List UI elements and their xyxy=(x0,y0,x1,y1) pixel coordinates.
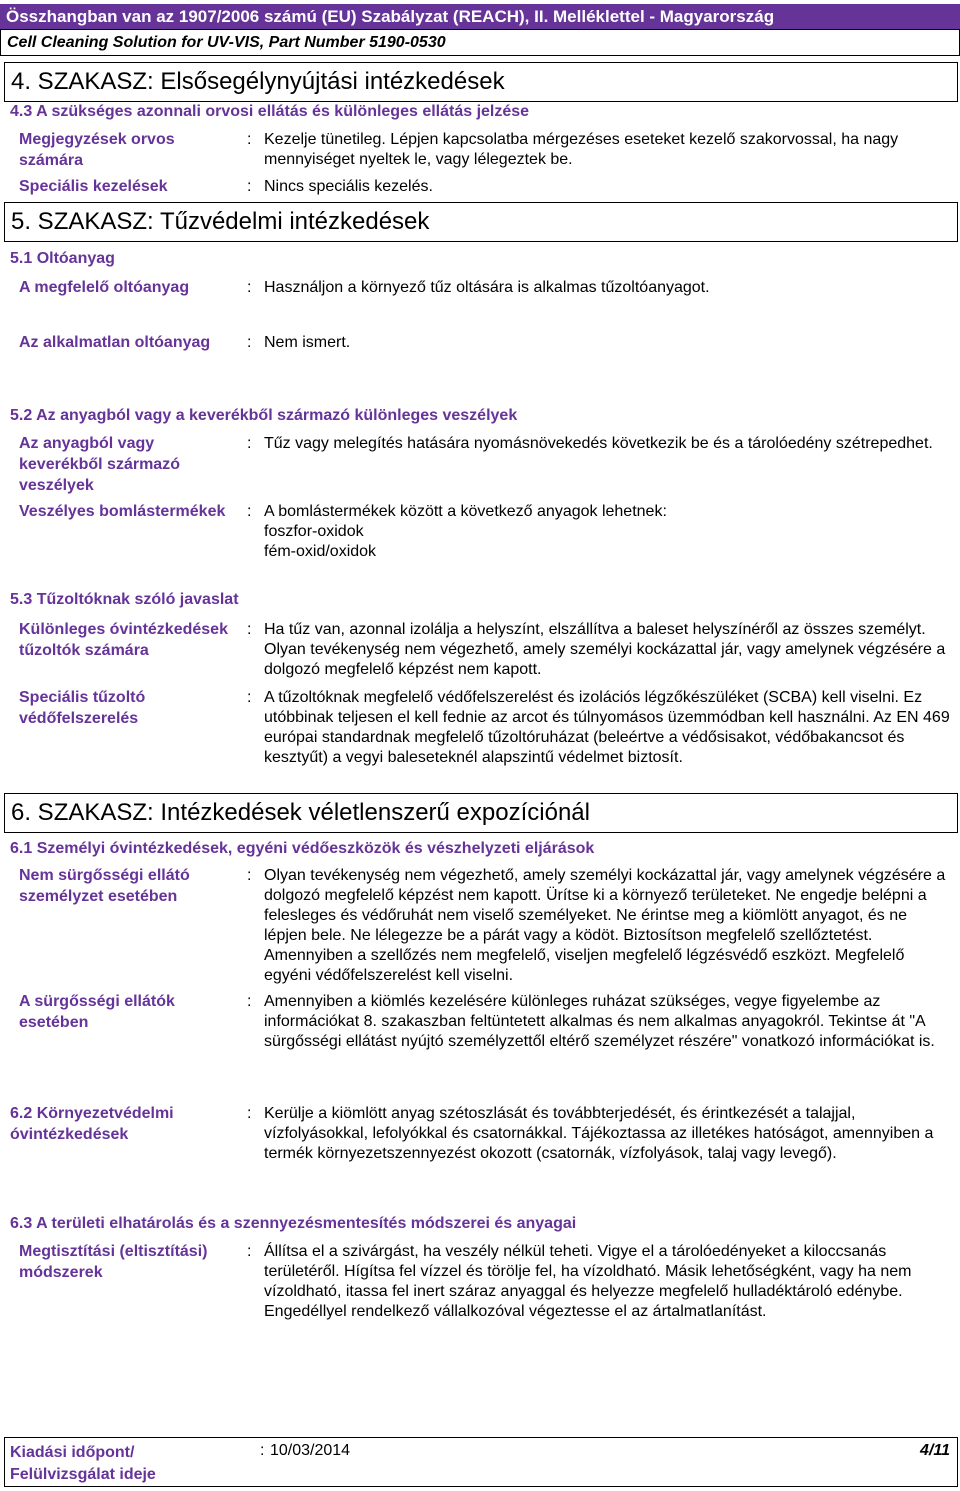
revision-date: 10/03/2014 xyxy=(270,1442,351,1459)
document-header-title: Összhangban van az 1907/2006 számú (EU) Szabályzat (REACH), II. Melléklettel - Magyarország xyxy=(0,4,960,29)
row-label: Speciális kezelések xyxy=(19,178,168,195)
row-label: A sürgősségi ellátók esetében xyxy=(19,993,175,1031)
row-value: A bomlástermékek között a következő anyagok lehetnek: foszfor-oxidok fém-oxid/oxidok xyxy=(264,503,667,560)
row-value: Nincs speciális kezelés. xyxy=(264,178,433,195)
row-value: Amennyiben a kiömlés kezelésére különleges ruházat szükséges, vegye figyelembe az információkat 8. szakaszban feltüntetett alkalmas és nem alkalmas anyagokról. Tekintse át "A sürgősségi ellátást nyújtó személyzettől eltérő személyzet részére" vonatkozó információkat is. xyxy=(264,993,935,1050)
section-4-title: 4. SZAKASZ: Elsősegélynyújtási intézkedések xyxy=(4,62,958,102)
row-value: Tűz vagy melegítés hatására nyomásnövekedés következik be és a tárolóedény szétrepedhet. xyxy=(264,435,933,452)
row-value: A tűzoltóknak megfelelő védőfelszerelést és izolációs légzőkészüléket (SCBA) kell viselni. Ez utóbbinak teljesen el kell fednie az arcot és túlnyomásos üzemmódban kell használni. Az EN 469 európai standardnak megfelelő tűzoltóruházat (beleértve a védősisakot, védőbakancsot és kesztyűt) a vegyi baleseteknél alapszintű védelmet biztosít. xyxy=(264,689,950,766)
section-5-title: 5. SZAKASZ: Tűzvédelmi intézkedések xyxy=(4,202,958,242)
row-label: A megfelelő oltóanyag xyxy=(19,279,190,296)
page-number: 4/11 xyxy=(920,1442,950,1459)
row-label: Különleges óvintézkedések tűzoltók számára xyxy=(19,621,228,659)
row-label: Veszélyes bomlástermékek xyxy=(19,503,226,520)
subsection-6-1-title: 6.1 Személyi óvintézkedések, egyéni védőeszközök és vészhelyzeti eljárások xyxy=(10,840,595,857)
row-label: 6.2 Környezetvédelmi óvintézkedések xyxy=(10,1105,174,1143)
subsection-4-3-title: 4.3 A szükséges azonnali orvosi ellátás és különleges ellátás jelzése xyxy=(10,103,530,120)
product-name: Cell Cleaning Solution for UV-VIS, Part Number 5190-0530 xyxy=(0,29,960,56)
section-6-title: 6. SZAKASZ: Intézkedések véletlenszerű expozíciónál xyxy=(4,793,958,833)
row-label: Speciális tűzoltó védőfelszerelés xyxy=(19,689,146,727)
subsection-5-2-title: 5.2 Az anyagból vagy a keverékből származó különleges veszélyek xyxy=(10,407,518,424)
revision-date-label: Kiadási időpont/ Felülvizsgálat ideje xyxy=(10,1444,156,1483)
subsection-5-3-title: 5.3 Tűzoltóknak szóló javaslat xyxy=(10,591,239,608)
row-label: Az alkalmatlan oltóanyag xyxy=(19,334,211,351)
row-value: Kerülje a kiömlött anyag szétoszlását és továbbterjedését, és érintkezését a talajjal, vízfolyásokkal, lefolyókkal és csatornákkal. Tájékoztassa az illetékes hatóságot, amennyiben a termék környezetszennyezést okozott (csatornák, vízfolyások, talaj vagy levegő). xyxy=(264,1105,934,1162)
subsection-6-3-title: 6.3 A területi elhatárolás és a szennyezésmentesítés módszerei és anyagai xyxy=(10,1215,577,1232)
subsection-5-1-title: 5.1 Oltóanyag xyxy=(10,250,115,267)
row-label: Az anyagból vagy keverékből származó veszélyek xyxy=(19,435,180,494)
row-value: Állítsa el a szivárgást, ha veszély nélkül teheti. Vigye el a tárolóedényeket a kiloccsanás területéről. Hígítsa fel vízzel és törölje fel, ha vízoldható. Másik lehetőségként, vagy ha nem vízoldható, itassa fel inert száraz anyaggal és helyezze megfelelő hulladéktároló edénybe. Engedéllyel rendelkező vállalkozóval végeztesse el az ártalmatlanítást. xyxy=(264,1243,912,1320)
row-label: Nem sürgősségi ellátó személyzet esetében xyxy=(19,867,190,905)
row-value: Használjon a környező tűz oltására is alkalmas tűzoltóanyagot. xyxy=(264,279,710,296)
row-value: Ha tűz van, azonnal izolálja a helyszínt, elszállítva a baleset helyszínéről az összes személyt. Olyan tevékenység nem végezhető, amely személyi kockázattal jár, vagy amelynek végzésére a dolgozó megfelelő képzést nem kapott. xyxy=(264,621,946,678)
row-label: Megjegyzések orvos számára xyxy=(19,131,175,169)
row-value: Kezelje tünetileg. Lépjen kapcsolatba mérgezéses eseteket kezelő szakorvossal, ha nagy mennyiséget nyeltek le, vagy lélegeztek be. xyxy=(264,131,899,168)
row-value: Nem ismert. xyxy=(264,334,351,351)
row-label: Megtisztítási (eltisztítási) módszerek xyxy=(19,1243,208,1281)
row-value: Olyan tevékenység nem végezhető, amely személyi kockázattal jár, vagy amelynek végzésére a dolgozó megfelelő képzést nem kapott. Ürítse ki a környező területeket. Ne engedje belépni a felesleges és védőruhát nem viselő személyeket. Ne érintse meg a kiömlött anyagot, és ne lépjen bele. Ne lélegezze be a párát vagy a ködöt. Biztosítson megfelelő szellőztetést. Amennyiben a szellőzés nem megfelelő, viseljen megfelelő légzésvédő eszközt. Megfelelő egyéni védőfelszerelést kell viselni. xyxy=(264,867,946,984)
